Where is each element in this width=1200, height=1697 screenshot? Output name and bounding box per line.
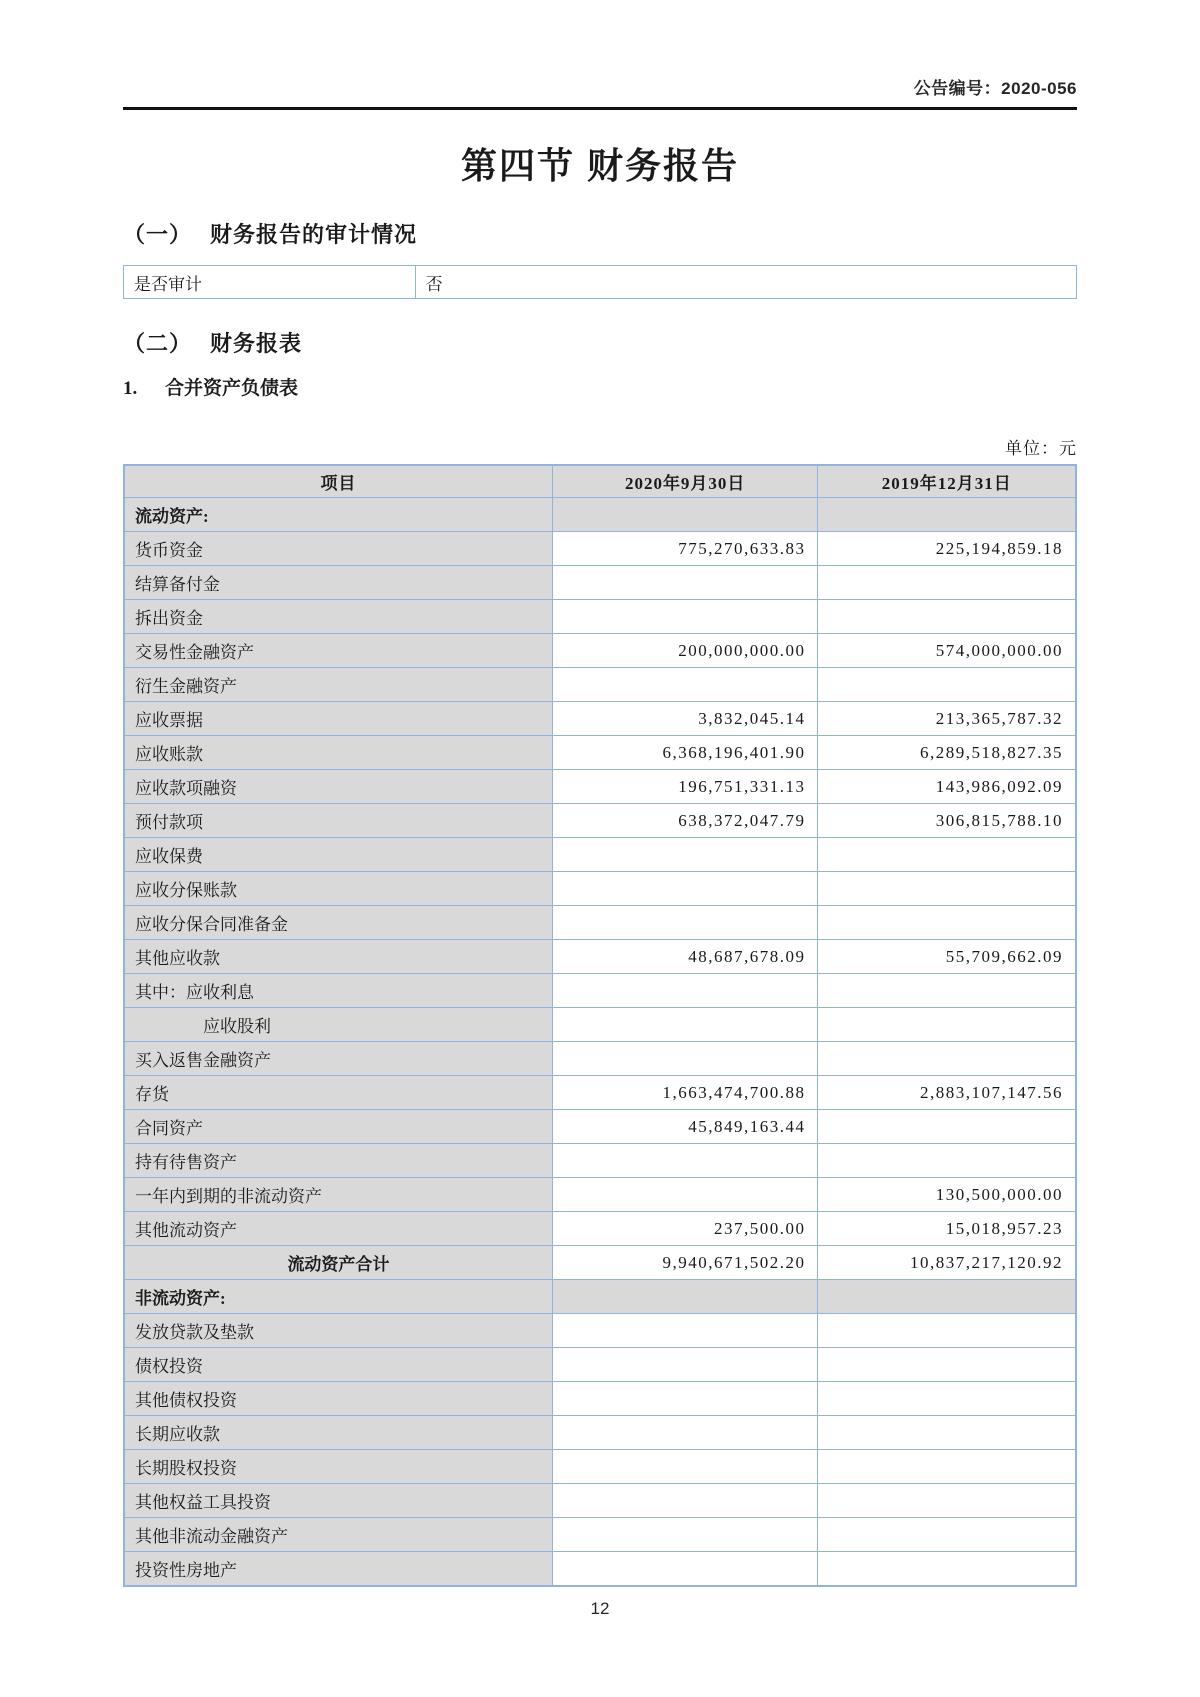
item-label-cell: 流动资产合计 bbox=[124, 1246, 552, 1280]
table-row bbox=[124, 838, 1076, 872]
value-cell-2020 bbox=[552, 1144, 818, 1178]
value-cell-2019 bbox=[818, 566, 1076, 600]
page-title: 第四节 财务报告 bbox=[460, 145, 739, 186]
table-row bbox=[124, 1382, 1076, 1416]
item-label-cell: 应收分保合同准备金 bbox=[124, 906, 552, 940]
table-row bbox=[124, 634, 1076, 668]
table-row bbox=[124, 1212, 1076, 1246]
item-label-cell: 持有待售资产 bbox=[124, 1144, 552, 1178]
table-row bbox=[124, 498, 1076, 532]
item-label-cell: 应收款项融资 bbox=[124, 770, 552, 804]
balance-sheet-body bbox=[124, 498, 1076, 1587]
table-row bbox=[124, 1178, 1076, 1212]
table-row bbox=[124, 940, 1076, 974]
value-cell-2019 bbox=[818, 1314, 1076, 1348]
announcement-number: 公告编号：2020-056 bbox=[913, 79, 1077, 98]
table-row bbox=[124, 770, 1076, 804]
item-label-cell: 长期股权投资 bbox=[124, 1450, 552, 1484]
column-header-item: 项目 bbox=[124, 465, 552, 498]
value-cell-2019 bbox=[818, 1280, 1076, 1314]
value-cell-2019 bbox=[818, 1042, 1076, 1076]
value-cell-2019 bbox=[818, 1484, 1076, 1518]
table-row bbox=[124, 1314, 1076, 1348]
value-cell-2019 bbox=[818, 1144, 1076, 1178]
value-cell-2020: 6,368,196,401.90 bbox=[552, 736, 818, 770]
table-header-row bbox=[124, 465, 1076, 498]
value-cell-2020 bbox=[552, 1348, 818, 1382]
value-cell-2020: 3,832,045.14 bbox=[552, 702, 818, 736]
value-cell-2019 bbox=[818, 668, 1076, 702]
table-row bbox=[124, 872, 1076, 906]
value-cell-2019 bbox=[818, 1416, 1076, 1450]
subsection-number: 1. bbox=[123, 378, 138, 399]
item-label-cell: 发放贷款及垫款 bbox=[124, 1314, 552, 1348]
section-heading-audit bbox=[123, 220, 1077, 250]
value-cell-2020 bbox=[552, 974, 818, 1008]
audit-value-cell: 否 bbox=[415, 266, 1076, 299]
value-cell-2020 bbox=[552, 1178, 818, 1212]
value-cell-2019: 213,365,787.32 bbox=[818, 702, 1076, 736]
column-header-2020: 2020年9月30日 bbox=[552, 465, 818, 498]
section-heading-label: 财务报告的审计情况 bbox=[210, 222, 418, 247]
table-row bbox=[124, 1450, 1076, 1484]
item-label-cell: 其他权益工具投资 bbox=[124, 1484, 552, 1518]
value-cell-2020 bbox=[552, 838, 818, 872]
value-cell-2019 bbox=[818, 498, 1076, 532]
value-cell-2020: 200,000,000.00 bbox=[552, 634, 818, 668]
table-row bbox=[124, 1280, 1076, 1314]
table-row bbox=[124, 600, 1076, 634]
value-cell-2019 bbox=[818, 600, 1076, 634]
value-cell-2020: 1,663,474,700.88 bbox=[552, 1076, 818, 1110]
value-cell-2019 bbox=[818, 1382, 1076, 1416]
value-cell-2020: 196,751,331.13 bbox=[552, 770, 818, 804]
audit-status-row bbox=[124, 266, 1077, 299]
section-number: （二） bbox=[123, 331, 193, 356]
value-cell-2020 bbox=[552, 1280, 818, 1314]
value-cell-2019 bbox=[818, 974, 1076, 1008]
item-label-cell: 债权投资 bbox=[124, 1348, 552, 1382]
table-row bbox=[124, 1348, 1076, 1382]
value-cell-2019: 15,018,957.23 bbox=[818, 1212, 1076, 1246]
table-row bbox=[124, 668, 1076, 702]
value-cell-2020 bbox=[552, 906, 818, 940]
subsection-title: 合并资产负债表 bbox=[165, 378, 299, 399]
value-cell-2020 bbox=[552, 600, 818, 634]
item-label-cell: 其他流动资产 bbox=[124, 1212, 552, 1246]
audit-status-table bbox=[123, 265, 1077, 299]
table-row bbox=[124, 974, 1076, 1008]
value-cell-2019 bbox=[818, 1348, 1076, 1382]
item-label-cell: 投资性房地产 bbox=[124, 1552, 552, 1587]
value-cell-2019 bbox=[818, 1008, 1076, 1042]
table-row bbox=[124, 532, 1076, 566]
section-heading-label: 财务报表 bbox=[210, 331, 303, 356]
value-cell-2020 bbox=[552, 1450, 818, 1484]
value-cell-2019 bbox=[818, 906, 1076, 940]
table-row bbox=[124, 1484, 1076, 1518]
item-label-cell: 应收票据 bbox=[124, 702, 552, 736]
value-cell-2019: 225,194,859.18 bbox=[818, 532, 1076, 566]
header-divider bbox=[123, 107, 1077, 110]
value-cell-2019: 130,500,000.00 bbox=[818, 1178, 1076, 1212]
table-row bbox=[124, 1144, 1076, 1178]
value-cell-2020: 775,270,633.83 bbox=[552, 532, 818, 566]
table-row bbox=[124, 1518, 1076, 1552]
value-cell-2020 bbox=[552, 566, 818, 600]
balance-sheet-table bbox=[123, 464, 1077, 1587]
value-cell-2020 bbox=[552, 498, 818, 532]
value-cell-2020 bbox=[552, 1484, 818, 1518]
item-label-cell: 一年内到期的非流动资产 bbox=[124, 1178, 552, 1212]
value-cell-2020: 48,687,678.09 bbox=[552, 940, 818, 974]
value-cell-2020 bbox=[552, 1552, 818, 1587]
table-row bbox=[124, 1246, 1076, 1280]
table-row bbox=[124, 1552, 1076, 1587]
value-cell-2020 bbox=[552, 1042, 818, 1076]
value-cell-2020 bbox=[552, 872, 818, 906]
item-label-cell: 其他非流动金融资产 bbox=[124, 1518, 552, 1552]
item-label-cell: 应收分保账款 bbox=[124, 872, 552, 906]
value-cell-2020: 638,372,047.79 bbox=[552, 804, 818, 838]
value-cell-2019: 10,837,217,120.92 bbox=[818, 1246, 1076, 1280]
item-label-cell: 买入返售金融资产 bbox=[124, 1042, 552, 1076]
value-cell-2019 bbox=[818, 1552, 1076, 1587]
page-number: 12 bbox=[590, 1599, 610, 1618]
value-cell-2020 bbox=[552, 668, 818, 702]
subsection-heading-balance-sheet bbox=[123, 376, 1077, 402]
item-label-cell: 结算备付金 bbox=[124, 566, 552, 600]
audit-label-cell: 是否审计 bbox=[124, 266, 416, 299]
table-row bbox=[124, 1076, 1076, 1110]
value-cell-2020 bbox=[552, 1008, 818, 1042]
table-row bbox=[124, 906, 1076, 940]
item-label-cell: 应收账款 bbox=[124, 736, 552, 770]
item-label-cell: 拆出资金 bbox=[124, 600, 552, 634]
column-header-2019: 2019年12月31日 bbox=[818, 465, 1076, 498]
item-label-cell: 其中：应收利息 bbox=[124, 974, 552, 1008]
item-label-cell: 预付款项 bbox=[124, 804, 552, 838]
unit-label: 单位：元 bbox=[1005, 439, 1077, 458]
item-label-cell: 流动资产: bbox=[124, 498, 552, 532]
table-row bbox=[124, 1110, 1076, 1144]
section-number: （一） bbox=[123, 222, 193, 247]
value-cell-2019: 574,000,000.00 bbox=[818, 634, 1076, 668]
value-cell-2019 bbox=[818, 1518, 1076, 1552]
value-cell-2019: 143,986,092.09 bbox=[818, 770, 1076, 804]
table-row bbox=[124, 1008, 1076, 1042]
table-row bbox=[124, 1416, 1076, 1450]
item-label-cell: 交易性金融资产 bbox=[124, 634, 552, 668]
value-cell-2020: 9,940,671,502.20 bbox=[552, 1246, 818, 1280]
item-label-cell: 存货 bbox=[124, 1076, 552, 1110]
value-cell-2020 bbox=[552, 1382, 818, 1416]
value-cell-2019 bbox=[818, 1110, 1076, 1144]
section-heading-statements bbox=[123, 329, 1077, 359]
table-row bbox=[124, 566, 1076, 600]
value-cell-2019: 2,883,107,147.56 bbox=[818, 1076, 1076, 1110]
table-row bbox=[124, 736, 1076, 770]
value-cell-2020 bbox=[552, 1314, 818, 1348]
value-cell-2020: 237,500.00 bbox=[552, 1212, 818, 1246]
value-cell-2020: 45,849,163.44 bbox=[552, 1110, 818, 1144]
value-cell-2020 bbox=[552, 1518, 818, 1552]
value-cell-2019: 55,709,662.09 bbox=[818, 940, 1076, 974]
item-label-cell: 非流动资产: bbox=[124, 1280, 552, 1314]
item-label-cell: 合同资产 bbox=[124, 1110, 552, 1144]
item-label-cell: 应收保费 bbox=[124, 838, 552, 872]
value-cell-2019 bbox=[818, 872, 1076, 906]
item-label-cell: 长期应收款 bbox=[124, 1416, 552, 1450]
item-label-cell: 应收股利 bbox=[124, 1008, 552, 1042]
table-row bbox=[124, 1042, 1076, 1076]
value-cell-2019: 306,815,788.10 bbox=[818, 804, 1076, 838]
value-cell-2020 bbox=[552, 1416, 818, 1450]
item-label-cell: 货币资金 bbox=[124, 532, 552, 566]
value-cell-2019 bbox=[818, 838, 1076, 872]
item-label-cell: 衍生金融资产 bbox=[124, 668, 552, 702]
table-row bbox=[124, 804, 1076, 838]
item-label-cell: 其他债权投资 bbox=[124, 1382, 552, 1416]
item-label-cell: 其他应收款 bbox=[124, 940, 552, 974]
table-row bbox=[124, 702, 1076, 736]
value-cell-2019 bbox=[818, 1450, 1076, 1484]
value-cell-2019: 6,289,518,827.35 bbox=[818, 736, 1076, 770]
